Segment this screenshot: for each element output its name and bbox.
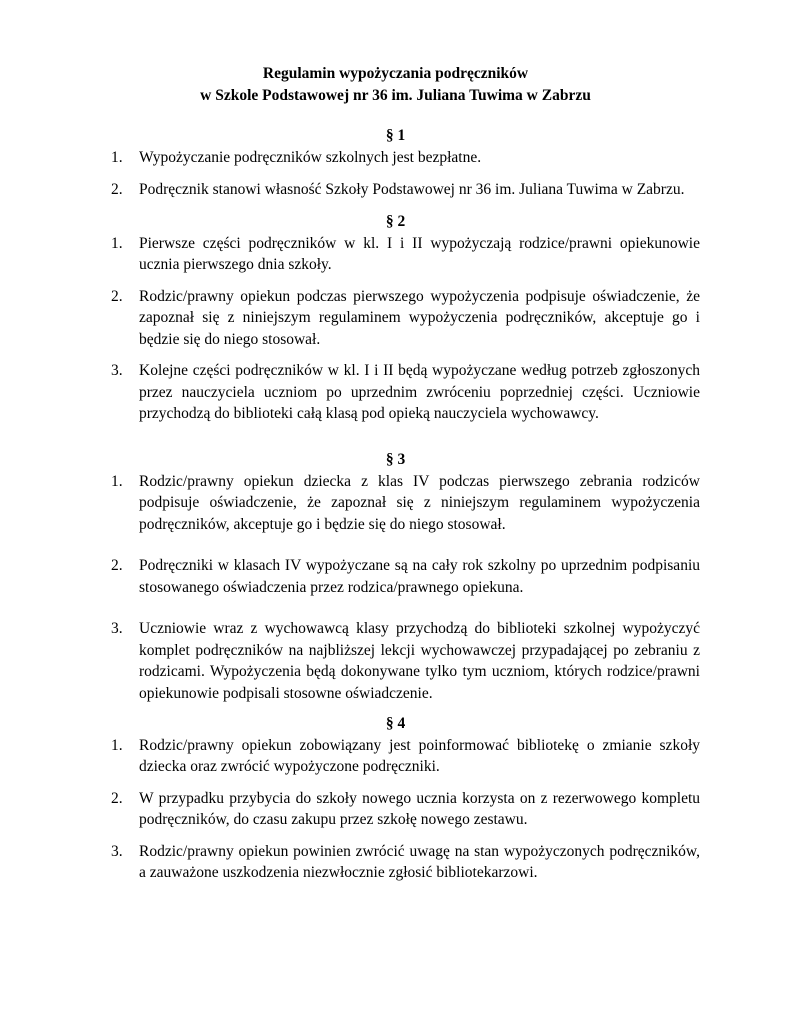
item-number: 3.: [111, 620, 123, 637]
list-item: [0, 841, 700, 884]
title-line-1: Regulamin wypożyczania podręczników: [262, 65, 529, 82]
section-heading: § 2: [385, 213, 406, 230]
section-3: [0, 449, 791, 704]
item-text: Wypożyczanie podręczników szkolnych jest bezpłatne.: [139, 148, 482, 166]
section-1: [0, 125, 791, 201]
item-text: Rodzic/prawny opiekun zobowiązany jest poinformować bibliotekę o zmianie szkoły dziecka oraz zwrócić wypożyczone podręczniki.: [139, 736, 700, 775]
section-list: [0, 735, 791, 884]
list-item: [0, 233, 700, 276]
section-4: [0, 713, 791, 884]
item-number: 1.: [111, 148, 123, 166]
section-2: [0, 211, 791, 425]
document-title: [0, 63, 791, 106]
item-text: Kolejne części podręczników w kl. I i II będą wypożyczane według potrzeb zgłoszonych przez nauczyciela uczniom po uprzednim zwróceniu poprzedniej części. Uczniowie przychodzą do biblioteki całą klasą pod opieką nauczyciela wychowawcy.: [139, 362, 700, 422]
list-item: [0, 788, 700, 831]
section-list: [0, 471, 791, 705]
item-text: Pierwsze części podręczników w kl. I i II wypożyczają rodzice/prawni opiekunowie ucznia pierwszego dnia szkoły.: [139, 234, 700, 273]
item-number: 3.: [111, 842, 123, 860]
item-text: Podręczniki w klasach IV wypożyczane są na cały rok szkolny po uprzednim podpisaniu stosowanego oświadczenia przez rodzica/prawnego opiekuna.: [139, 557, 700, 596]
item-number: 2.: [111, 789, 123, 807]
item-text: Rodzic/prawny opiekun powinien zwrócić uwagę na stan wypożyczonych podręczników, a zauważone uszkodzenia niezwłocznie zgłosić bibliotekarzowi.: [139, 842, 700, 881]
item-number: 1.: [111, 234, 123, 252]
item-number: 1.: [111, 736, 123, 754]
item-number: 3.: [111, 362, 123, 379]
item-number: 1.: [111, 472, 123, 490]
item-text: Uczniowie wraz z wychowawcą klasy przychodzą do biblioteki szkolnej wypożyczyć komplet podręczników na najbliższej lekcji wychowawczej przypadającej po zebraniu z rodzicami. Wypożyczenia będą dokonywane tylko tym uczniom, których rodzice/prawni opiekunowie podpisali stosowne oświadczenie.: [139, 620, 700, 702]
section-heading: § 1: [385, 127, 406, 144]
item-number: 2.: [111, 181, 123, 198]
section-list: [0, 147, 791, 201]
list-item: [0, 618, 700, 704]
section-list: [0, 233, 791, 425]
list-item: [0, 147, 700, 169]
list-item: [0, 360, 700, 425]
title-line-2: w Szkole Podstawowej nr 36 im. Juliana Tuwima w Zabrzu: [200, 86, 591, 104]
item-text: Podręcznik stanowi własność Szkoły Podstawowej nr 36 im. Juliana Tuwima w Zabrzu.: [139, 181, 685, 198]
list-item: [0, 735, 700, 778]
item-number: 2.: [111, 287, 123, 305]
item-number: 2.: [111, 557, 123, 574]
list-item: [0, 179, 700, 201]
section-heading: § 4: [385, 715, 406, 732]
list-item: [0, 555, 700, 598]
item-text: Rodzic/prawny opiekun podczas pierwszego wypożyczenia podpisuje oświadczenie, że zapoznał się z niniejszym regulaminem wypożyczenia podręczników, akceptuje go i będzie się do niego stosował.: [139, 287, 700, 348]
item-text: Rodzic/prawny opiekun dziecka z klas IV podczas pierwszego zebrania rodziców podpisuje oświadczenie, że zapoznał się z niniejszym regulaminem wypożyczenia podręczników, akceptuje go i będzie się do niego stosował.: [139, 472, 700, 533]
list-item: [0, 286, 700, 351]
section-heading: § 3: [385, 451, 406, 468]
list-item: [0, 471, 700, 536]
item-text: W przypadku przybycia do szkoły nowego ucznia korzysta on z rezerwowego kompletu podręczników, do czasu zakupu przez szkołę nowego zestawu.: [139, 789, 700, 828]
